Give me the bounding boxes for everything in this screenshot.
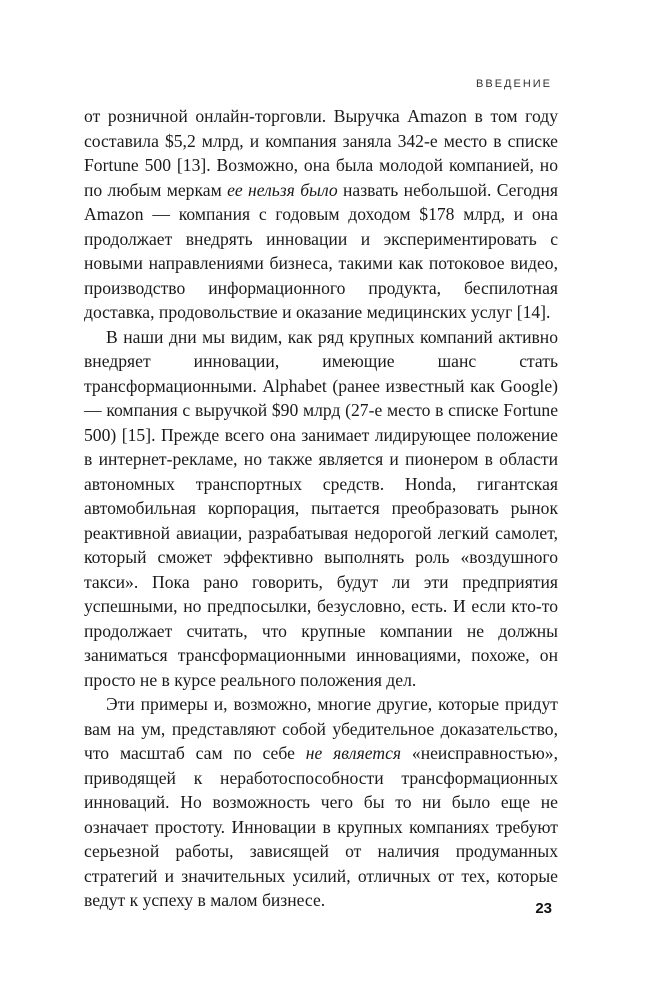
paragraph-2: В наши дни мы видим, как ряд крупных компаний активно внедряет инновации, имеющие шанс стать трансформационными. Alphabet (ранее известный как Google) — компания с выручкой $90 млрд (27-е место в списке Fortune 500) [15]. Прежде всего она занимает лидирующее положение в интернет-рекламе, но также является и пионером в области автономных транспортных средств. Honda, гигантская автомобильная корпорация, пытается преобразовать рынок реактивной авиации, разрабатывая недорогой легкий самолет, который сможет эффективно выполнять роль «воздушного такси». Пока рано говорить, будут ли эти предприятия успешными, но предпосылки, безусловно, есть. И если кто-то продолжает считать, что крупные компании не должны заниматься трансформационными инновациями, похоже, он просто не в курсе реального положения дел. [84, 326, 558, 690]
emphasis: ее нельзя было [227, 179, 338, 200]
emphasis: не является [305, 743, 402, 763]
page-number: 23 [535, 900, 552, 917]
running-header: ВВЕДЕНИЕ [476, 78, 552, 90]
paragraph-1: от розничной онлайн-торговли. Выручка Amazon в том году составила $5,2 млрд, и компания заняла 342-е место в списке Fortune 500 [13]. Возможно, она была молодой компанией, но по любым меркам ее нельзя было назвать небольшой. Сегодня Amazon — компания с годовым доходом $178 млрд, и она продолжает внедрять инновации и экспериментировать с новыми направлениями бизнеса, такими как потоковое видео, производство информационного продукта, беспилотная доставка, продовольствие и оказание медицинских услуг [14]. [84, 106, 559, 322]
main-text [84, 104, 558, 913]
paragraph-3: Эти примеры и, возможно, многие другие, которые придут вам на ум, представляют собой убедительное доказательство, что масштаб сам по себе не является «неисправностью», приводящей к неработоспособности трансформационных инноваций. Но возможность чего бы то ни было еще не означает простоту. Инновации в крупных компаниях требуют серьезной работы, зависящей от наличия продуманных стратегий и значительных усилий, отличных от тех, которые ведут к успеху в малом бизнесе. [84, 694, 558, 910]
